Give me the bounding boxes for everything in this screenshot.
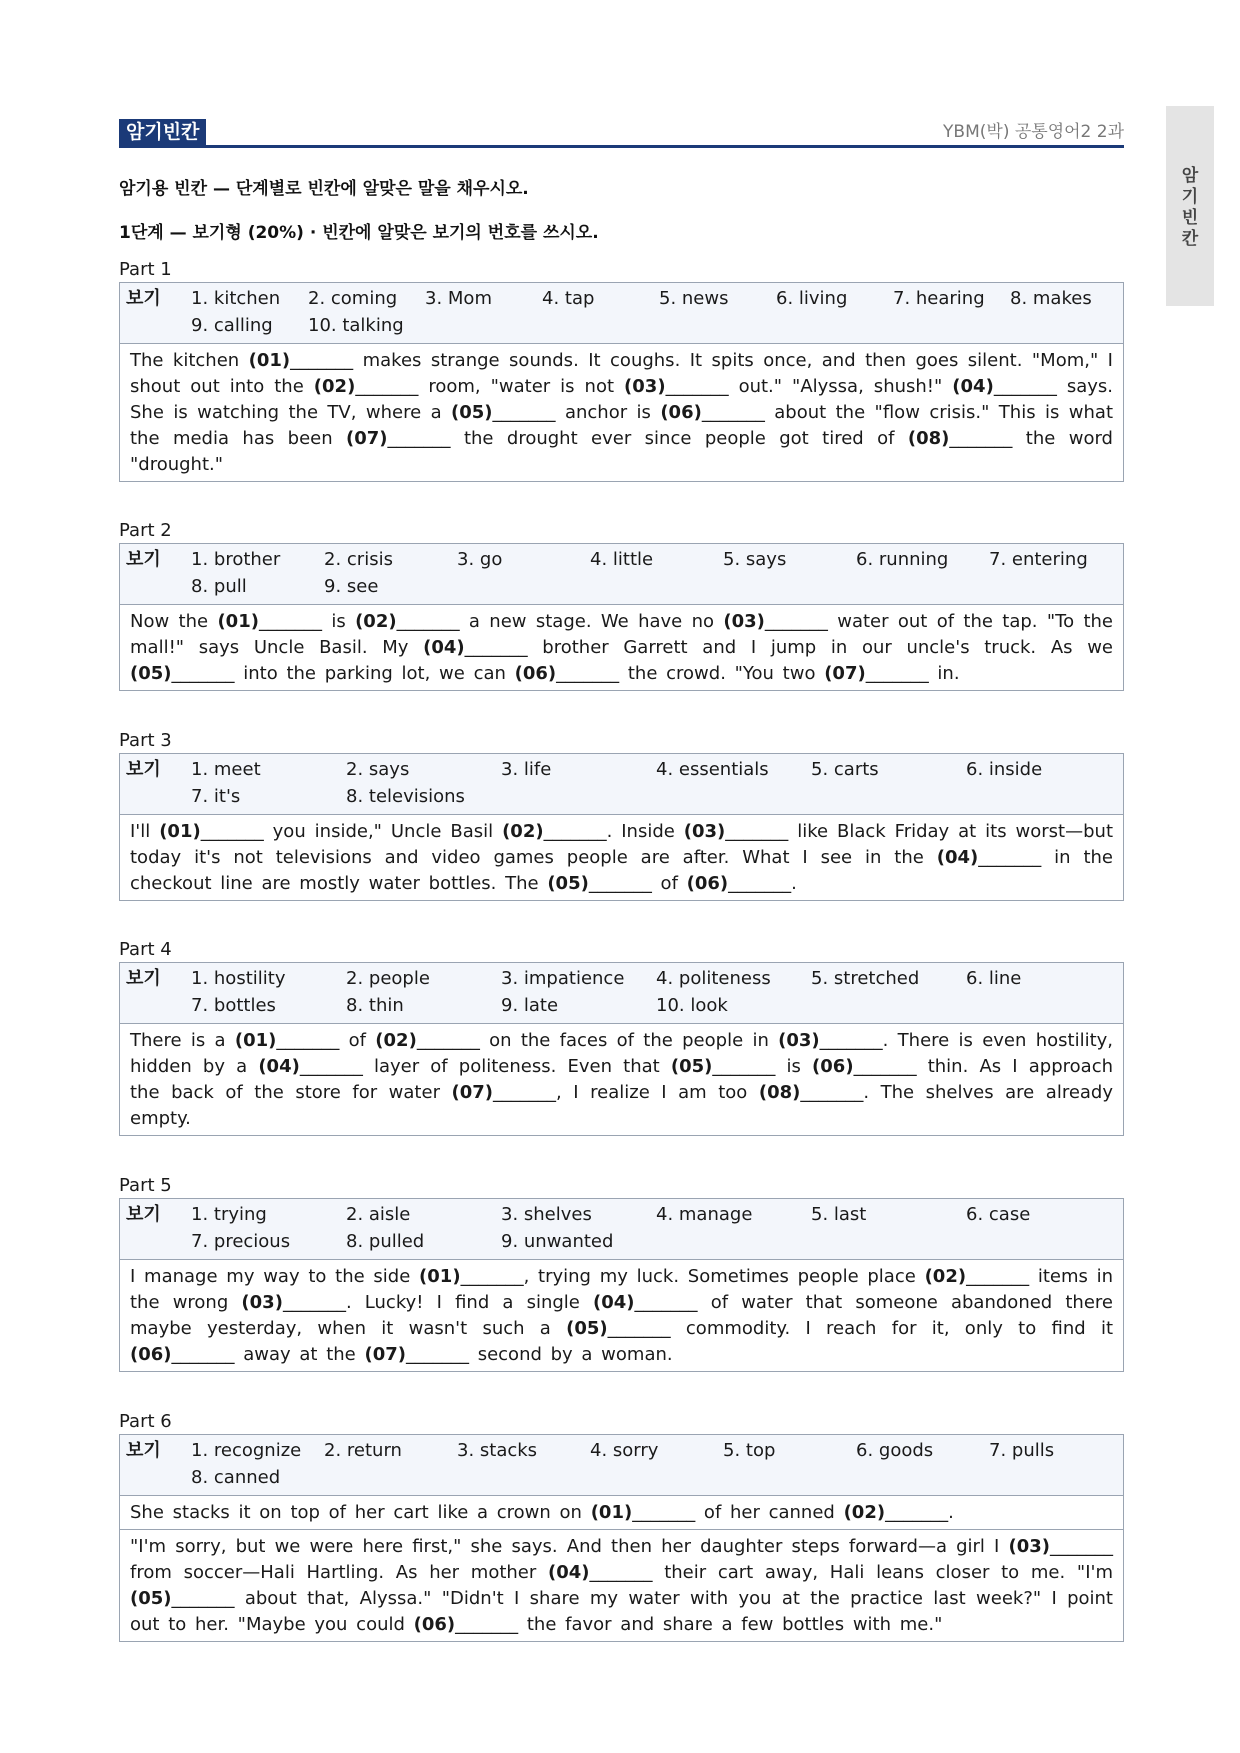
blank-number: (06)	[514, 663, 557, 684]
options-grid	[191, 965, 1115, 1019]
option: 7. bottles	[191, 995, 276, 1016]
passage-text: _______ of	[276, 1030, 376, 1051]
options-label: 보기	[126, 549, 161, 570]
option: 4. politeness	[656, 968, 771, 989]
option: 3. impatience	[501, 968, 625, 989]
passage	[120, 1529, 1123, 1641]
passage-text: _______ out." "Alyssa, shush!"	[665, 376, 953, 397]
option: 6. running	[856, 549, 949, 570]
exercise-box	[119, 1434, 1124, 1642]
passage-text: _______ about that, Alyssa." "Didn't I share my water with you at the practice last week?" I point out to her. "Maybe you could	[130, 1588, 1113, 1635]
passage-text: _______ layer of politeness. Even that	[299, 1056, 671, 1077]
exercise-box	[119, 543, 1124, 691]
option: 2. coming	[308, 288, 398, 309]
passage-text: _______. The shelves are already empty.	[130, 1082, 1114, 1129]
option: 8. canned	[191, 1467, 281, 1488]
blank-number: (02)	[502, 821, 544, 842]
option: 7. entering	[989, 549, 1088, 570]
exercise-box	[119, 1198, 1124, 1372]
option: 1. hostility	[191, 968, 286, 989]
part-1	[119, 258, 1124, 482]
passage-text: Now the	[130, 611, 218, 632]
part-title: Part 6	[119, 1411, 172, 1432]
course-label: YBM(박) 공통영어2 2과	[943, 122, 1124, 142]
option: 5. stretched	[811, 968, 920, 989]
passage-text: _______ commodity. I reach for it, only to find it	[607, 1318, 1114, 1339]
option: 9. late	[501, 995, 559, 1016]
blank-number: (03)	[778, 1030, 820, 1051]
passage-text: She stacks it on top of her cart like a crown on	[130, 1502, 591, 1523]
exercise-box	[119, 753, 1124, 901]
option: 5. says	[723, 549, 787, 570]
passage-text: _______ brother Garrett and I jump in our uncle's truck. As we	[464, 637, 1113, 658]
option: 7. precious	[191, 1231, 291, 1252]
option: 9. calling	[191, 315, 273, 336]
section-tag: 암기빈칸	[119, 119, 206, 145]
option: 10. look	[656, 995, 728, 1016]
part-title: Part 5	[119, 1175, 172, 1196]
passage-text: _______ you inside," Uncle Basil	[200, 821, 503, 842]
passage-text: _______ makes strange sounds. It coughs. It spits once, and then goes silent. "Mom," I shout out into the	[130, 350, 1113, 397]
blank-number: (03)	[723, 611, 765, 632]
instruction-main: 암기용 빈칸 — 단계별로 빈칸에 알맞은 말을 채우시오.	[119, 179, 529, 199]
passage-text: _______ is	[712, 1056, 813, 1077]
part-2	[119, 519, 1124, 691]
passage-text: _______ from soccer—Hali Hartling. As her mother	[130, 1536, 1113, 1583]
option: 6. goods	[856, 1440, 934, 1461]
passage-text: _______, trying my luck. Sometimes people place	[460, 1266, 925, 1287]
passage-text: _______ says. She is watching the TV, where a	[130, 376, 1113, 423]
blank-number: (03)	[1008, 1536, 1050, 1557]
blank-number: (03)	[241, 1292, 283, 1313]
blank-number: (04)	[547, 1562, 590, 1583]
blank-number: (05)	[547, 873, 589, 894]
blank-number: (06)	[660, 402, 702, 423]
options-panel	[120, 754, 1123, 814]
blank-number: (01)	[234, 1030, 277, 1051]
option: 8. thin	[346, 995, 404, 1016]
blank-number: (02)	[313, 376, 356, 397]
passage-text: "I'm sorry, but we were here first," she says. And then her daughter steps forward—a girl I	[130, 1536, 1009, 1557]
part-5	[119, 1174, 1124, 1372]
blank-number: (04)	[593, 1292, 635, 1313]
passage-text: _______ away at the	[171, 1344, 365, 1365]
passage-text: _______ anchor is	[492, 402, 661, 423]
options-grid	[191, 756, 1115, 810]
header-divider	[119, 145, 1124, 148]
option: 4. tap	[542, 288, 595, 309]
passage-text: The kitchen	[130, 350, 249, 371]
option: 3. shelves	[501, 1204, 592, 1225]
blank-number: (07)	[346, 428, 388, 449]
passage-text: _______.	[728, 873, 797, 894]
part-title: Part 1	[119, 259, 172, 280]
options-label: 보기	[126, 759, 161, 780]
passage-text: _______ about the "flow crisis." This is what the media has been	[130, 402, 1114, 449]
passage-text: _______ the crowd. "You two	[556, 663, 825, 684]
blank-number: (04)	[423, 637, 465, 658]
instruction-step1: 1단계 — 보기형 (20%) · 빈칸에 알맞은 보기의 번호를 쓰시오.	[119, 223, 599, 243]
passage-text: _______ the word "drought."	[130, 428, 1113, 475]
option: 4. essentials	[656, 759, 769, 780]
blank-number: (01)	[159, 821, 201, 842]
option: 7. pulls	[989, 1440, 1055, 1461]
option: 6. line	[966, 968, 1022, 989]
options-grid	[191, 285, 1115, 339]
option: 4. little	[590, 549, 654, 570]
part-title: Part 4	[119, 939, 172, 960]
options-panel	[120, 544, 1123, 604]
blank-number: (03)	[624, 376, 666, 397]
options-label: 보기	[126, 968, 161, 989]
option: 4. sorry	[590, 1440, 659, 1461]
options-panel	[120, 963, 1123, 1023]
option: 2. return	[324, 1440, 402, 1461]
option: 1. recognize	[191, 1440, 302, 1461]
blank-number: (01)	[248, 350, 291, 371]
blank-number: (07)	[451, 1082, 494, 1103]
blank-number: (04)	[936, 847, 979, 868]
options-label: 보기	[126, 288, 161, 309]
option: 5. news	[659, 288, 729, 309]
option: 3. Mom	[425, 288, 492, 309]
passage-text: _______ the favor and share a few bottles with me."	[455, 1614, 943, 1635]
option: 2. people	[346, 968, 430, 989]
passage-text: _______. Lucky! I find a single	[282, 1292, 594, 1313]
passage-text: I manage my way to the side	[130, 1266, 420, 1287]
blank-number: (07)	[824, 663, 866, 684]
passage-text: I'll	[130, 821, 160, 842]
passage-text: _______ is	[258, 611, 356, 632]
passage	[120, 1259, 1123, 1371]
part-title: Part 2	[119, 520, 172, 541]
passage	[120, 1495, 1123, 1529]
passage-text: _______. There is even hostility, hidden by a	[130, 1030, 1113, 1077]
option: 6. living	[776, 288, 848, 309]
passage-text: _______ of water that someone abandoned there maybe yesterday, when it wasn't such a	[130, 1292, 1113, 1339]
blank-number: (01)	[419, 1266, 461, 1287]
option: 9. unwanted	[501, 1231, 614, 1252]
part-title: Part 3	[119, 730, 172, 751]
option: 1. brother	[191, 549, 281, 570]
passage	[120, 604, 1123, 690]
blank-number: (01)	[590, 1502, 633, 1523]
blank-number: (02)	[924, 1266, 967, 1287]
passage-text: _______ like Black Friday at its worst—but today it's not televisions and video games people are after. What I see in the	[130, 821, 1113, 868]
options-grid	[191, 1437, 1115, 1491]
option: 9. see	[324, 576, 379, 597]
blank-number: (02)	[355, 611, 397, 632]
options-label: 보기	[126, 1440, 161, 1461]
passage-text: _______ a new stage. We have no	[396, 611, 724, 632]
passage	[120, 343, 1123, 481]
blank-number: (01)	[217, 611, 259, 632]
option: 2. says	[346, 759, 410, 780]
passage	[120, 814, 1123, 900]
option: 5. carts	[811, 759, 879, 780]
blank-number: (06)	[130, 1344, 172, 1365]
blank-number: (07)	[364, 1344, 406, 1365]
passage-text: There is a	[130, 1030, 235, 1051]
blank-number: (05)	[130, 1588, 172, 1609]
options-grid	[191, 1201, 1115, 1255]
passage-text: _______ items in the wrong	[130, 1266, 1114, 1313]
passage-text: _______ of her canned	[632, 1502, 844, 1523]
blank-number: (05)	[566, 1318, 608, 1339]
passage-text: _______ in the checkout line are mostly water bottles. The	[130, 847, 1113, 894]
passage-text: _______ into the parking lot, we can	[171, 663, 515, 684]
options-panel	[120, 283, 1123, 343]
passage-text: _______ room, "water is not	[355, 376, 625, 397]
passage-text: _______ second by a woman.	[405, 1344, 673, 1365]
blank-number: (05)	[130, 663, 172, 684]
exercise-box	[119, 282, 1124, 482]
passage-text: _______, I realize I am too	[493, 1082, 759, 1103]
option: 3. go	[457, 549, 503, 570]
options-label: 보기	[126, 1204, 161, 1225]
blank-number: (08)	[758, 1082, 801, 1103]
option: 6. inside	[966, 759, 1043, 780]
option: 1. meet	[191, 759, 261, 780]
option: 2. crisis	[324, 549, 393, 570]
part-4	[119, 938, 1124, 1136]
option: 4. manage	[656, 1204, 753, 1225]
option: 3. life	[501, 759, 552, 780]
option: 8. pulled	[346, 1231, 425, 1252]
side-tab: 암 기 빈 칸	[1166, 106, 1214, 306]
passage-text: _______ in.	[865, 663, 960, 684]
passage-text: _______.	[885, 1502, 954, 1523]
blank-number: (02)	[843, 1502, 886, 1523]
option: 1. trying	[191, 1204, 267, 1225]
option: 7. hearing	[893, 288, 985, 309]
passage-text: _______ on the faces of the people in	[416, 1030, 779, 1051]
blank-number: (06)	[413, 1614, 456, 1635]
passage-text: _______ water out of the tap. "To the mall!" says Uncle Basil. My	[130, 611, 1114, 658]
blank-number: (05)	[670, 1056, 713, 1077]
option: 1. kitchen	[191, 288, 281, 309]
option: 5. last	[811, 1204, 867, 1225]
option: 10. talking	[308, 315, 404, 336]
part-6	[119, 1410, 1124, 1642]
blank-number: (04)	[258, 1056, 300, 1077]
option: 2. aisle	[346, 1204, 411, 1225]
blank-number: (03)	[683, 821, 726, 842]
blank-number: (05)	[451, 402, 493, 423]
option: 8. televisions	[346, 786, 465, 807]
blank-number: (02)	[375, 1030, 417, 1051]
blank-number: (04)	[952, 376, 994, 397]
part-3	[119, 729, 1124, 901]
exercise-box	[119, 962, 1124, 1136]
passage-text: _______ their cart away, Hali leans closer to me. "I'm	[589, 1562, 1114, 1583]
option: 7. it's	[191, 786, 241, 807]
passage-text: _______ thin. As I approach the back of the store for water	[130, 1056, 1113, 1103]
options-panel	[120, 1199, 1123, 1259]
options-grid	[191, 546, 1115, 600]
options-panel	[120, 1435, 1123, 1495]
blank-number: (06)	[686, 873, 729, 894]
option: 6. case	[966, 1204, 1031, 1225]
passage	[120, 1023, 1123, 1135]
option: 8. pull	[191, 576, 247, 597]
option: 5. top	[723, 1440, 776, 1461]
blank-number: (08)	[907, 428, 950, 449]
passage-text: _______. Inside	[543, 821, 684, 842]
option: 8. makes	[1010, 288, 1092, 309]
blank-number: (06)	[812, 1056, 854, 1077]
passage-text: _______ of	[588, 873, 687, 894]
passage-text: _______ the drought ever since people got tired of	[387, 428, 908, 449]
option: 3. stacks	[457, 1440, 538, 1461]
